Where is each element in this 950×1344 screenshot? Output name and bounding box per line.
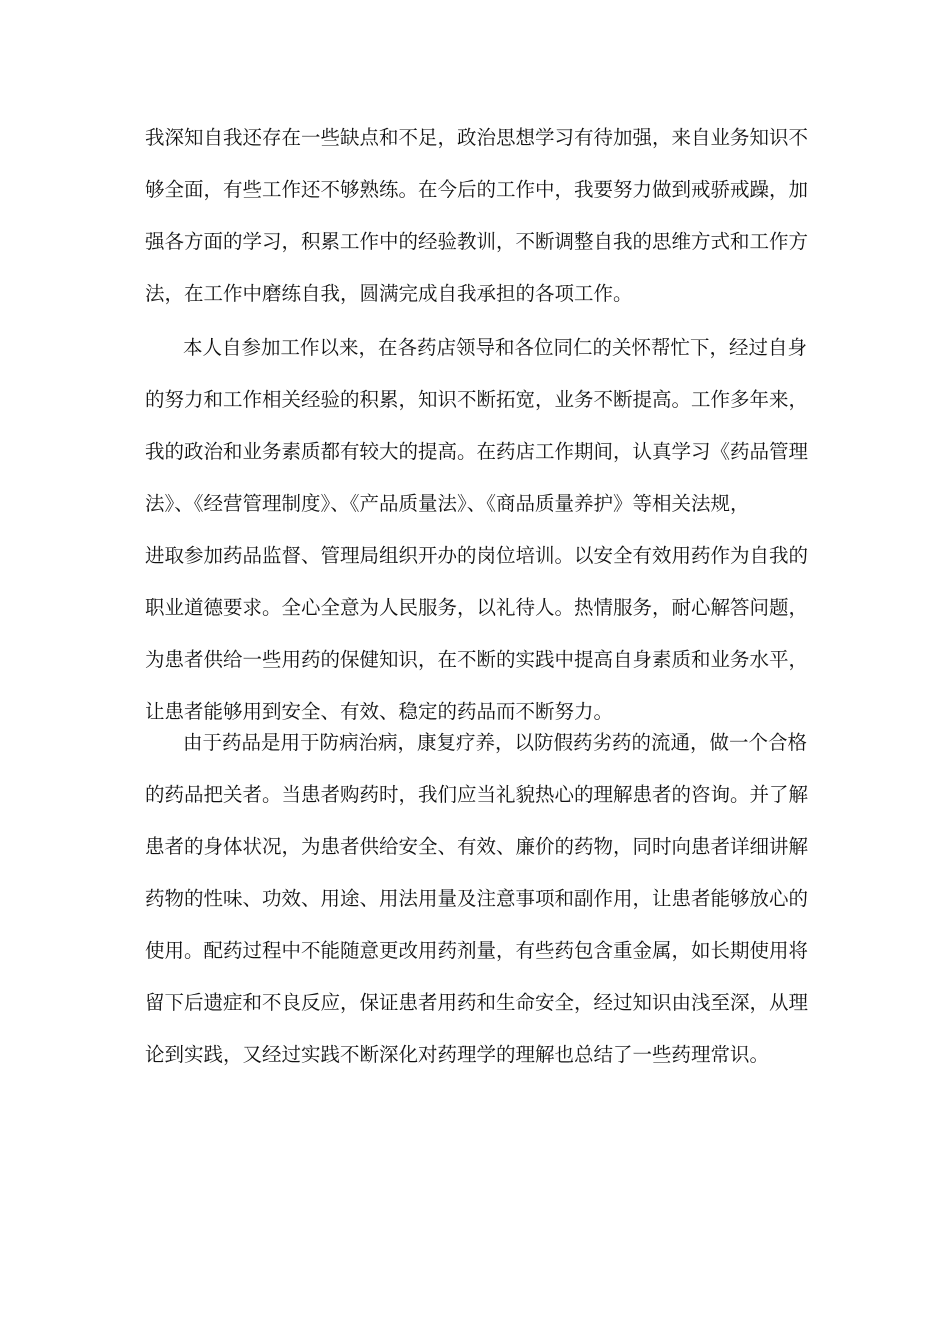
paragraph-line: 法》、《经营管理制度》、《产品质量法》、《商品质量养护》等相关法规，	[145, 492, 750, 515]
paragraph-line: 我深知自我还存在一些缺点和不足，政治思想学习有待加强，来自业务知识不	[145, 126, 809, 149]
paragraph-line: 进取参加药品监督、管理局组织开办的岗位培训。以安全有效用药作为自我的	[145, 544, 809, 567]
paragraph-work-experience	[145, 322, 810, 738]
paragraph-line: 让患者能够用到安全、有效、稳定的药品而不断努力。	[145, 700, 614, 723]
paragraph-line: 留下后遗症和不良反应，保证患者用药和生命安全，经过知识由浅至深，从理	[145, 991, 809, 1014]
paragraph-line: 的药品把关者。当患者购药时，我们应当礼貌热心的理解患者的咨询。并了解	[145, 783, 809, 806]
paragraph-line: 强各方面的学习，积累工作中的经验教训，不断调整自我的思维方式和工作方	[145, 230, 809, 253]
paragraph-self-reflection	[145, 112, 810, 320]
paragraph-line: 论到实践，又经过实践不断深化对药理学的理解也总结了一些药理常识。	[145, 1043, 770, 1066]
paragraph-line: 药物的性味、功效、用途、用法用量及注意事项和副作用，让患者能够放心的	[145, 887, 809, 910]
paragraph-line: 法，在工作中磨练自我，圆满完成自我承担的各项工作。	[145, 282, 633, 305]
paragraph-line: 本人自参加工作以来，在各药店领导和各位同仁的关怀帮忙下，经过自身	[183, 336, 808, 359]
paragraph-line: 的努力和工作相关经验的积累，知识不断拓宽，业务不断提高。工作多年来，	[145, 388, 809, 411]
paragraph-line: 使用。配药过程中不能随意更改用药剂量，有些药包含重金属，如长期使用将	[145, 939, 809, 962]
paragraph-line: 患者的身体状况，为患者供给安全、有效、廉价的药物，同时向患者详细讲解	[145, 835, 809, 858]
paragraph-line: 由于药品是用于防病治病，康复疗养，以防假药劣药的流通，做一个合格	[183, 731, 808, 754]
paragraph-pharmacy-duty	[145, 717, 810, 1081]
paragraph-line: 我的政治和业务素质都有较大的提高。在药店工作期间，认真学习《药品管理	[145, 440, 809, 463]
paragraph-line: 为患者供给一些用药的保健知识，在不断的实践中提高自身素质和业务水平，	[145, 648, 809, 671]
paragraph-line: 职业道德要求。全心全意为人民服务，以礼待人。热情服务，耐心解答问题，	[145, 596, 809, 619]
paragraph-line: 够全面，有些工作还不够熟练。在今后的工作中，我要努力做到戒骄戒躁，加	[145, 178, 809, 201]
